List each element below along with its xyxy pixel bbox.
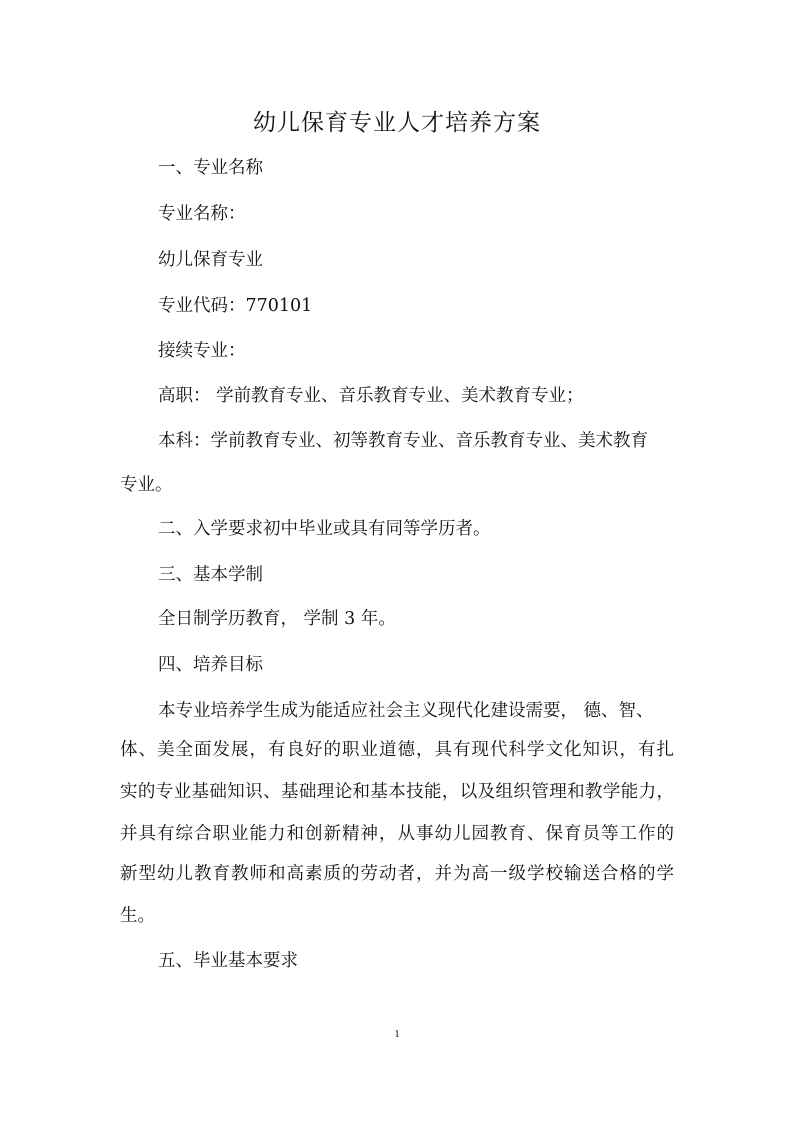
objective-paragraph-line-1: 本专业培养学生成为能适应社会主义现代化建设需要， 德、智、 bbox=[158, 701, 654, 721]
section-3-heading: 三、基本学制 bbox=[158, 565, 263, 585]
continuing-major-label: 接续专业： bbox=[158, 341, 246, 361]
major-code: 专业代码：770101 bbox=[158, 296, 313, 316]
major-name-value: 幼儿保育专业 bbox=[158, 250, 263, 270]
objective-paragraph-line-2: 体、美全面发展，有良好的职业道德，具有现代科学文化知识，有扎 bbox=[120, 740, 674, 760]
section-1-heading: 一、专业名称 bbox=[158, 158, 263, 178]
section-3-body: 全日制学历教育， 学制 3 年。 bbox=[158, 609, 396, 629]
objective-paragraph-line-6: 生。 bbox=[120, 906, 155, 926]
major-name-label: 专业名称： bbox=[158, 204, 246, 224]
undergraduate-majors-line-2: 专业。 bbox=[120, 475, 173, 495]
undergraduate-majors-line-1: 本科：学前教育专业、初等教育专业、音乐教育专业、美术教育 bbox=[158, 431, 648, 451]
page-number: 1 bbox=[394, 1028, 400, 1040]
section-4-heading: 四、培养目标 bbox=[158, 655, 263, 675]
objective-paragraph-line-3: 实的专业基础知识、基础理论和基本技能，以及组织管理和教学能力， bbox=[120, 782, 674, 802]
section-2-heading: 二、入学要求初中毕业或具有同等学历者。 bbox=[158, 519, 491, 539]
document-title: 幼儿保育专业人才培养方案 bbox=[253, 110, 541, 136]
objective-paragraph-line-5: 新型幼儿教育教师和高素质的劳动者，并为高一级学校输送合格的学 bbox=[120, 864, 674, 884]
objective-paragraph-line-4: 并具有综合职业能力和创新精神，从事幼儿园教育、保育员等工作的 bbox=[120, 824, 674, 844]
higher-vocational-majors: 高职： 学前教育专业、音乐教育专业、美术教育专业； bbox=[158, 386, 584, 406]
section-5-heading: 五、毕业基本要求 bbox=[158, 951, 298, 971]
